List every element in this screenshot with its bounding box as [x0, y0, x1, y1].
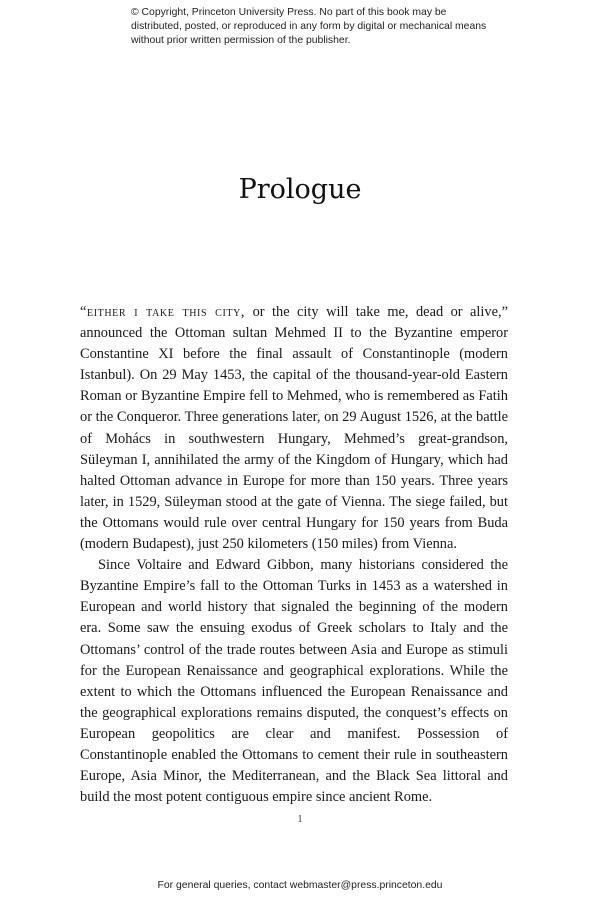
- paragraph-1-text: or the city will take me, dead or alive,” announced the Ottoman sultan Mehmed II to the Byzantine emperor Constantine XI before the final assault of Constantinople (modern Istanbul). On 29 May 1453, the capital of the thousand-year-old Eastern Roman or Byzantine Empire fell to Mehmed, who is remembered as Fatih or the Conqueror. Three generations later, on 29 August 1526, at the battle of Mohács in southwestern Hungary, Mehmed’s great-grandson, Süleyman I, annihilated the army of the Kingdom of Hungary, which had halted Ottoman advance in Europe for more than 150 years. Three years later, in 1529, Süleyman stood at the gate of Vienna. The siege failed, but the Ottomans would rule over central Hungary for 150 years from Buda (modern Budapest), just 250 kilometers (150 miles) from Vienna.: [80, 304, 508, 553]
- paragraph-2: Since Voltaire and Edward Gibbon, many historians considered the Byzantine Empire’s fall to the Ottoman Turks in 1453 as a watershed in European and world history that signaled the beginning of the modern era. Some saw the ensuing exodus of Greek scholars to Italy and the Ottomans’ control of the trade routes between Asia and Europe as stimuli for the European Renaissance and geographical explorations. While the extent to which the Ottomans influenced the European Renaissance and the geographical explorations remains disputed, the conquest’s effects on European geopolitics are clear and manifest. Possession of Constantinople enabled the Ottomans to cement their rule in southeastern Europe, Asia Minor, the Mediterranean, and the Black Sea littoral and build the most potent contiguous empire since ancient Rome.: [80, 557, 508, 806]
- page-number: 1: [297, 814, 303, 825]
- footer-contact: For general queries, contact webmaster@press.princeton.edu: [157, 880, 443, 891]
- opening-quote-smallcaps: “either i take this city,: [80, 304, 246, 320]
- chapter-title: Prologue: [238, 174, 362, 205]
- paragraph-1: [80, 302, 508, 555]
- copyright-notice: © Copyright, Princeton University Press. No part of this book may be distributed, posted, or reproduced in any form by digital or mechanical means without prior written permission of the publisher.: [131, 7, 487, 46]
- body-text: [80, 302, 508, 808]
